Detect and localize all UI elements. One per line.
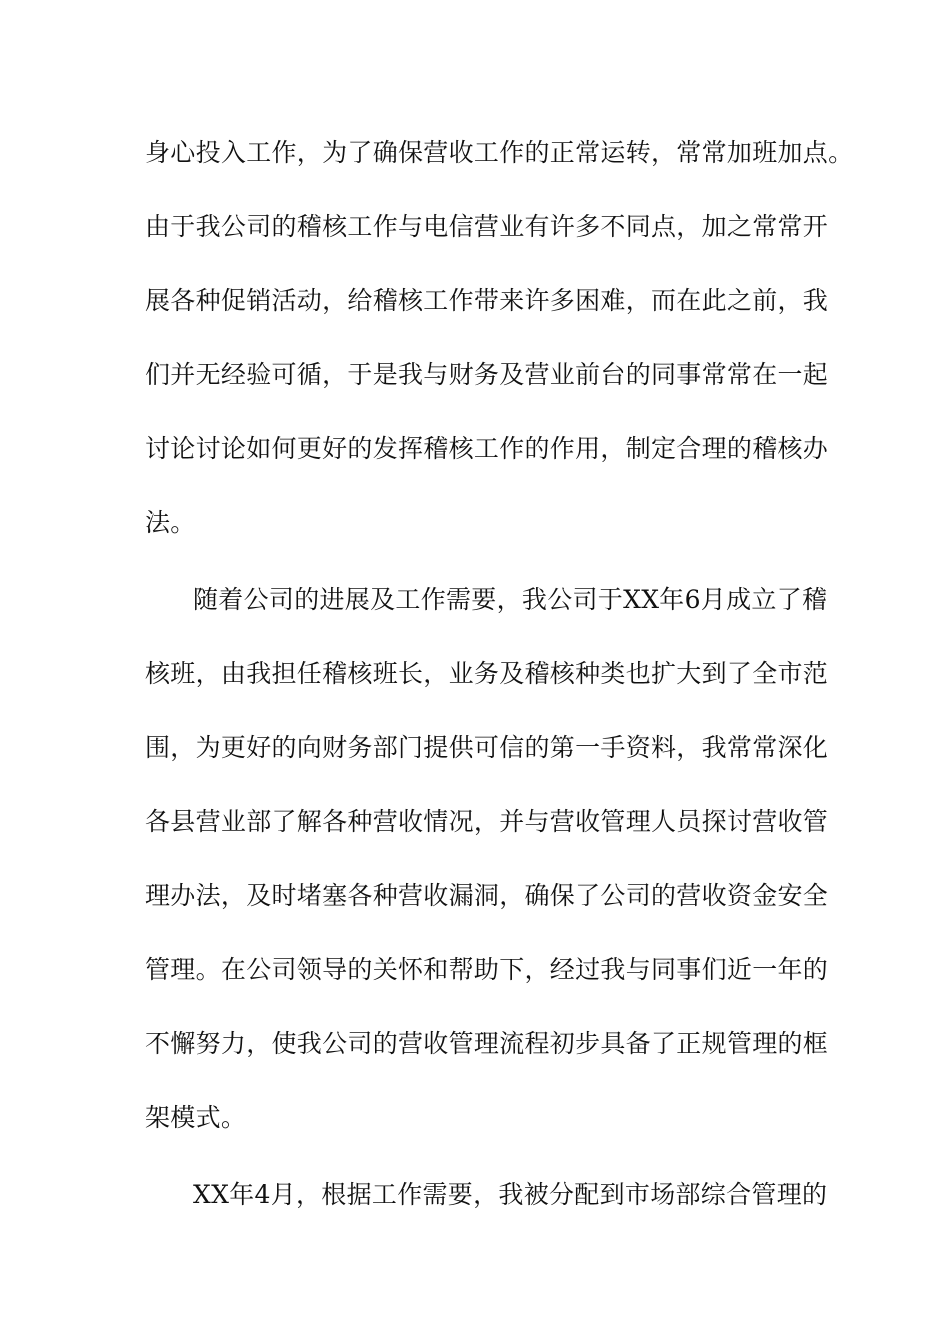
text-line: 由于我公司的稽核工作与电信营业有许多不同点，加之常常开: [145, 212, 829, 241]
text-line: 法。: [145, 508, 196, 537]
text-line: 身心投入工作，为了确保营收工作的正常运转，常常加班加点。: [145, 138, 854, 167]
text-line: 展各种促销活动，给稽核工作带来许多困难，而在此之前，我: [145, 286, 829, 315]
text-line: 核班，由我担任稽核班长，业务及稽核种类也扩大到了全市范: [145, 659, 829, 688]
text-line: 架模式。: [145, 1103, 247, 1132]
text-line: 随着公司的进展及工作需要，我公司于XX年6月成立了稽: [193, 585, 828, 614]
text-line: 各县营业部了解各种营收情况，并与营收管理人员探讨营收管: [145, 807, 829, 836]
text-line: 管理。在公司领导的关怀和帮助下，经过我与同事们近一年的: [145, 955, 829, 984]
text-line: 围，为更好的向财务部门提供可信的第一手资料，我常常深化: [145, 733, 829, 762]
text-line: 理办法，及时堵塞各种营收漏洞，确保了公司的营收资金安全: [145, 881, 829, 910]
text-line: 不懈努力，使我公司的营收管理流程初步具备了正规管理的框: [145, 1029, 829, 1058]
text-line: 们并无经验可循，于是我与财务及营业前台的同事常常在一起: [145, 360, 829, 389]
text-line: XX年4月，根据工作需要，我被分配到市场部综合管理的: [193, 1180, 828, 1209]
text-line: 讨论讨论如何更好的发挥稽核工作的作用，制定合理的稽核办: [145, 434, 829, 463]
